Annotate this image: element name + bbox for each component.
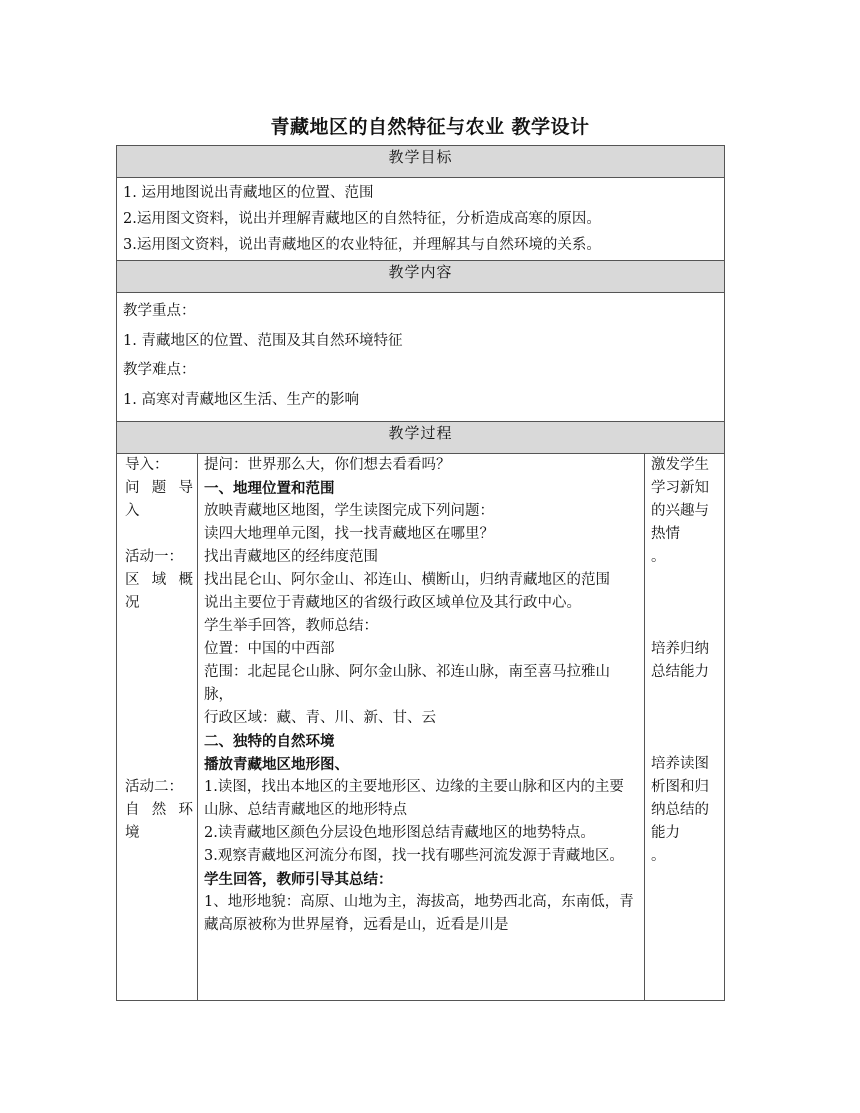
goals-cell — [117, 178, 725, 261]
process-line: 学生举手回答，教师总结： — [204, 618, 378, 634]
lesson-plan-table — [116, 145, 725, 1001]
process-stage-column — [117, 454, 198, 1001]
process-line: 3.观察青藏地区河流分布图，找一找有哪些河流发源于青藏地区。 — [204, 848, 624, 864]
process-line: 位置：中国的中西部 — [204, 641, 335, 657]
process-line: 说出主要位于青藏地区的省级行政区域单位及其行政中心。 — [204, 595, 581, 611]
process-activity-column — [198, 454, 645, 1001]
stage-activity2-label: 活动二： — [125, 779, 183, 795]
process-line: 找出昆仑山、阿尔金山、祁连山、横断山，归纳青藏地区的范围 — [204, 572, 610, 588]
process-line: 放映青藏地区地图，学生读图完成下列问题： — [204, 503, 494, 519]
process-line: 行政区域：藏、青、川、新、甘、云 — [204, 710, 436, 726]
stage-activity2-desc-cont: 境 — [125, 825, 140, 841]
stage-activity1-desc: 区 域 概 — [125, 572, 193, 588]
stage-activity1-label: 活动一： — [125, 549, 183, 565]
goal-note-line: 纳总结的 — [651, 802, 709, 818]
process-line: 读四大地理单元图，找一找青藏地区在哪里？ — [204, 526, 494, 542]
process-line: 提问：世界那么大，你们想去看看吗？ — [204, 457, 451, 473]
process-line: 2.读青藏地区颜色分层设色地形图总结青藏地区的地势特点。 — [204, 825, 595, 841]
goal-note-line: 。 — [651, 848, 666, 864]
goal-note-line: 的兴趣与 — [651, 503, 709, 519]
content-cell — [117, 293, 725, 422]
goal-note-line: 总结能力 — [651, 664, 709, 680]
process-line: 找出青藏地区的经纬度范围 — [204, 549, 378, 565]
key-point-1: 1. 青藏地区的位置、范围及其自然环境特征 — [123, 332, 403, 349]
difficulty-1: 1. 高寒对青藏地区生活、生产的影响 — [123, 391, 359, 408]
process-line: 播放青藏地区地形图、 — [204, 756, 349, 773]
process-line: 1.读图，找出本地区的主要地形区、边缘的主要山脉和区内的主要山脉、总结青藏地区的地形特点 — [204, 779, 624, 818]
goal-note-line: 激发学生 — [651, 457, 709, 473]
goal-note-line: 热情 — [651, 526, 680, 542]
process-header: 教学过程 — [117, 422, 725, 454]
goal-note-line: 。 — [651, 549, 666, 565]
stage-intro-desc: 问 题 导 — [125, 480, 193, 496]
process-goal-column — [645, 454, 725, 1001]
section-heading-environment: 二、独特的自然环境 — [204, 733, 335, 750]
goal-2: 2.运用图文资料，说出并理解青藏地区的自然特征，分析造成高寒的原因。 — [123, 211, 601, 227]
goal-1: 1. 运用地图说出青藏地区的位置、范围 — [123, 185, 374, 201]
process-line: 1、地形地貌：高原、山地为主，海拔高，地势西北高，东南低，青藏高原被称为世界屋脊，远看是山，近看是川是 — [204, 894, 634, 933]
stage-intro-desc-cont: 入 — [125, 503, 140, 519]
goal-note-line: 培养归纳 — [651, 641, 709, 657]
content-header: 教学内容 — [117, 261, 725, 293]
difficulty-label: 教学难点： — [123, 362, 196, 378]
stage-intro-label: 导入： — [125, 457, 169, 473]
goal-note-line: 学习新知 — [651, 480, 709, 496]
goal-3: 3.运用图文资料，说出青藏地区的农业特征，并理解其与自然环境的关系。 — [123, 237, 601, 253]
goal-note-line: 培养读图 — [651, 756, 709, 772]
section-heading-location: 一、地理位置和范围 — [204, 480, 335, 497]
stage-activity2-desc: 自 然 环 — [125, 802, 193, 818]
goal-note-line: 析图和归 — [651, 779, 709, 795]
stage-activity1-desc-cont: 况 — [125, 595, 140, 611]
goals-header: 教学目标 — [117, 146, 725, 178]
document-title: 青藏地区的自然特征与农业 教学设计 — [270, 116, 590, 138]
process-line: 范围：北起昆仑山脉、阿尔金山脉、祁连山脉，南至喜马拉雅山脉， — [204, 664, 610, 703]
goal-note-line: 能力 — [651, 825, 680, 841]
process-line: 学生回答，教师引导其总结： — [204, 871, 393, 888]
key-points-label: 教学重点： — [123, 303, 196, 319]
